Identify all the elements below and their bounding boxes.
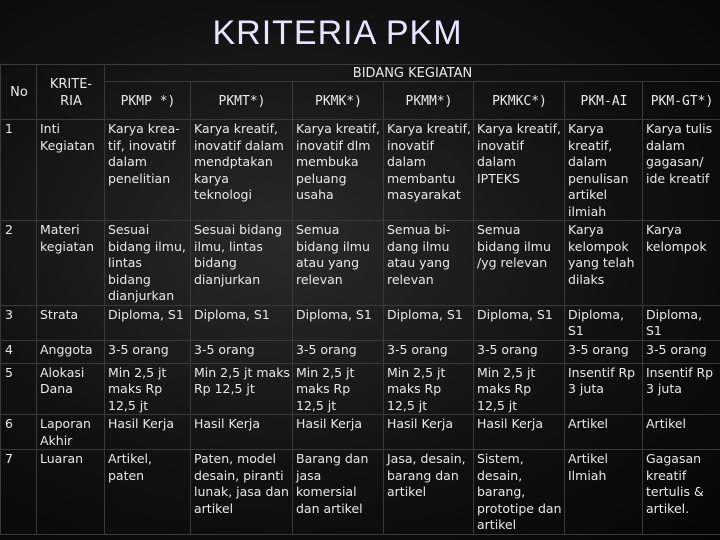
pkmk-cell: Barang dan jasa komersial dan artikel [293, 450, 384, 535]
table-row [1, 120, 720, 221]
pkmk-cell: Hasil Kerja [293, 415, 384, 450]
pkmp-cell: Karya krea-tif, inovatif dalam penelitian [105, 120, 191, 221]
header-kriteria: KRITE-RIA [37, 65, 105, 120]
pkmkc-cell: 3-5 orang [474, 340, 565, 363]
pkm-ai-cell: 3-5 orang [565, 340, 643, 363]
pkmt-cell: Diploma, S1 [191, 305, 293, 340]
pkmk-cell: Semua bidang ilmu atau yang relevan [293, 221, 384, 306]
pkmm-cell: 3-5 orang [384, 340, 474, 363]
pkm-ai-cell: Artikel [565, 415, 643, 450]
pkmp-cell: 3-5 orang [105, 340, 191, 363]
header-no: No [1, 65, 37, 120]
table-row [1, 340, 720, 363]
pkmm-cell: Hasil Kerja [384, 415, 474, 450]
pkm-ai-cell: Artikel Ilmiah [565, 450, 643, 535]
header-pkmt: PKMT*) [191, 82, 293, 120]
row-number: 7 [1, 450, 37, 535]
criteria-cell: Inti Kegiatan [37, 120, 105, 221]
row-number: 3 [1, 305, 37, 340]
pkmkc-cell: Min 2,5 jt maks Rp 12,5 jt [474, 363, 565, 415]
table-row [1, 450, 720, 535]
pkmm-cell: Semua bi-dang ilmu atau yang relevan [384, 221, 474, 306]
slide-title: KRITERIA PKM [212, 14, 463, 52]
pkmt-cell: Hasil Kerja [191, 415, 293, 450]
table-row [1, 221, 720, 306]
header-pkmp: PKMP *) [105, 82, 191, 120]
pkm-ai-cell: Diploma, S1 [565, 305, 643, 340]
row-number: 1 [1, 120, 37, 221]
pkmkc-cell: Semua bidang ilmu /yg relevan [474, 221, 565, 306]
criteria-cell: Luaran [37, 450, 105, 535]
pkmt-cell: 3-5 orang [191, 340, 293, 363]
criteria-cell: Materi kegiatan [37, 221, 105, 306]
pkmm-cell: Karya kreatif, inovatif dalam membantu masyarakat [384, 120, 474, 221]
pkm-gt-cell: Karya tulis dalam gagasan/ ide kreatif [643, 120, 720, 221]
pkm-gt-cell: Gagasan kreatif tertulis & artikel. [643, 450, 720, 535]
header-pkmk: PKMK*) [293, 82, 384, 120]
row-number: 6 [1, 415, 37, 450]
pkm-ai-cell: Karya kreatif, dalam penulisan artikel ilmiah [565, 120, 643, 221]
pkm-ai-cell: Karya kelompok yang telah dilaks [565, 221, 643, 306]
pkmkc-cell: Sistem, desain, barang, prototipe dan artikel [474, 450, 565, 535]
table-row [1, 415, 720, 450]
pkmkc-cell: Karya kreatif, inovatif dalam IPTEKS [474, 120, 565, 221]
row-number: 4 [1, 340, 37, 363]
pkmp-cell: Sesuai bidang ilmu, lintas bidang dianjurkan [105, 221, 191, 306]
pkmk-cell: Diploma, S1 [293, 305, 384, 340]
pkm-gt-cell: Insentif Rp 3 juta [643, 363, 720, 415]
header-pkm-ai: PKM-AI [565, 82, 643, 120]
row-number: 5 [1, 363, 37, 415]
pkm-gt-cell: Diploma, S1 [643, 305, 720, 340]
pkmk-cell: 3-5 orang [293, 340, 384, 363]
pkmt-cell: Min 2,5 jt maks Rp 12,5 jt [191, 363, 293, 415]
criteria-cell: Strata [37, 305, 105, 340]
pkmp-cell: Hasil Kerja [105, 415, 191, 450]
pkmt-cell: Paten, model desain, piranti lunak, jasa dan artikel [191, 450, 293, 535]
pkm-gt-cell: 3-5 orang [643, 340, 720, 363]
pkm-ai-cell: Insentif Rp 3 juta [565, 363, 643, 415]
criteria-cell: Laporan Akhir [37, 415, 105, 450]
header-pkm-gt: PKM-GT*) [643, 82, 720, 120]
pkmk-cell: Min 2,5 jt maks Rp 12,5 jt [293, 363, 384, 415]
pkmt-cell: Sesuai bidang ilmu, lintas bidang dianjurkan [191, 221, 293, 306]
pkmt-cell: Karya kreatif, inovatif dalam mendptakan karya teknologi [191, 120, 293, 221]
table-row [1, 305, 720, 340]
pkmp-cell: Artikel, paten [105, 450, 191, 535]
header-pkmkc: PKMKC*) [474, 82, 565, 120]
pkmm-cell: Jasa, desain, barang dan artikel [384, 450, 474, 535]
pkmm-cell: Min 2,5 jt maks Rp 12,5 jt [384, 363, 474, 415]
pkm-gt-cell: Karya kelompok [643, 221, 720, 306]
pkm-gt-cell: Artikel [643, 415, 720, 450]
pkmp-cell: Min 2,5 jt maks Rp 12,5 jt [105, 363, 191, 415]
criteria-cell: Alokasi Dana [37, 363, 105, 415]
criteria-cell: Anggota [37, 340, 105, 363]
criteria-table [0, 64, 720, 535]
pkmm-cell: Diploma, S1 [384, 305, 474, 340]
pkmkc-cell: Hasil Kerja [474, 415, 565, 450]
pkmk-cell: Karya kreatif, inovatif dlm membuka peluang usaha [293, 120, 384, 221]
header-pkmm: PKMM*) [384, 82, 474, 120]
table-row [1, 363, 720, 415]
pkmp-cell: Diploma, S1 [105, 305, 191, 340]
row-number: 2 [1, 221, 37, 306]
group-header-bidang-kegiatan: BIDANG KEGIATAN [105, 65, 720, 82]
pkmkc-cell: Diploma, S1 [474, 305, 565, 340]
